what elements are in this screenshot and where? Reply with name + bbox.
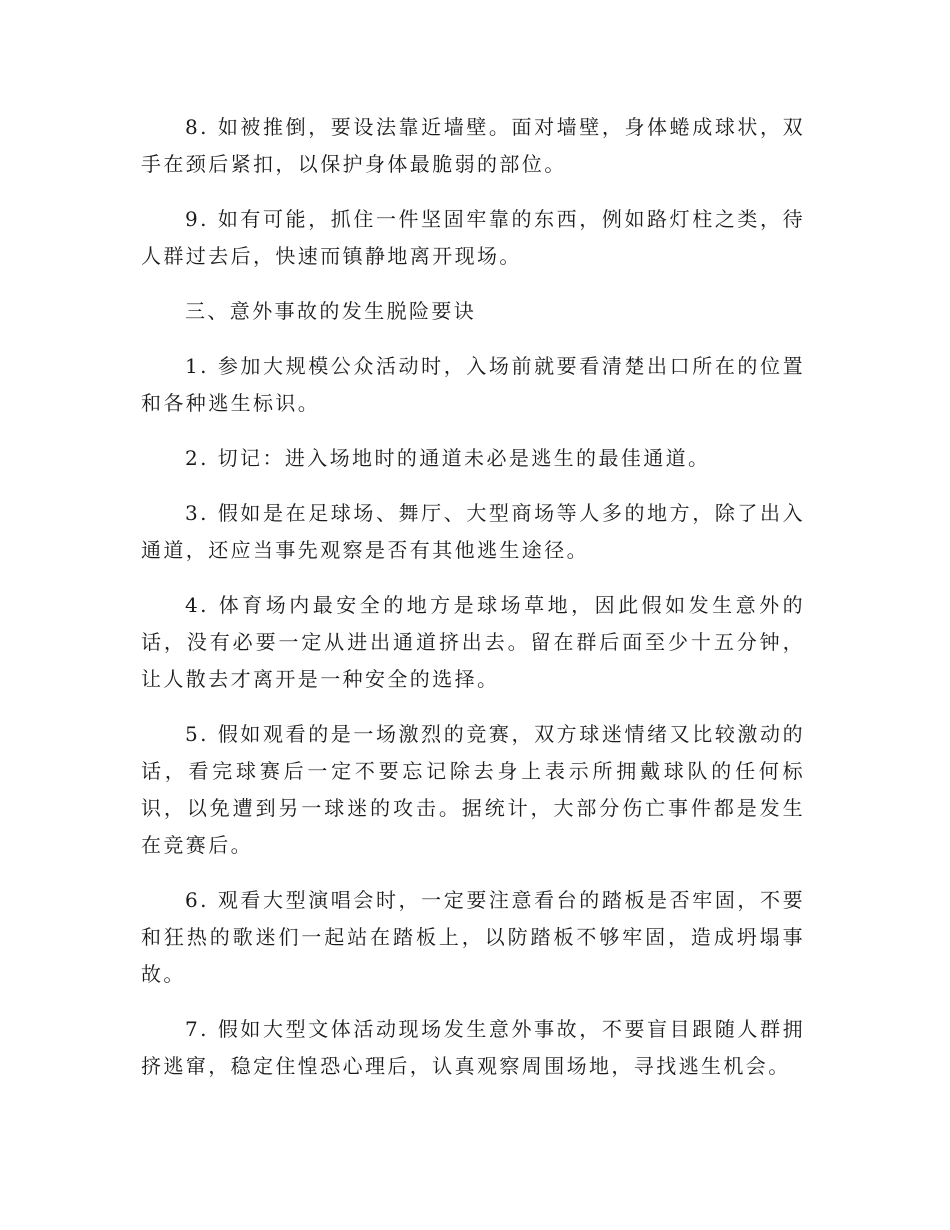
paragraph-item-9: 9. 如有可能，抓住一件坚固牢靠的东西，例如路灯柱之类，待人群过去后，快速而镇静地离开现场。 [141,207,805,268]
paragraph-item-1: 1. 参加大规模公众活动时，入场前就要看清楚出口所在的位置和各种逃生标识。 [141,354,805,415]
paragraph-item-6: 6. 观看大型演唱会时，一定要注意看台的踏板是否牢固，不要和狂热的歌迷们一起站在踏板上，以防踏板不够牢固，造成坍塌事故。 [141,888,805,986]
paragraph-item-7: 7. 假如大型文体活动现场发生意外事故，不要盲目跟随人群拥挤逃窜，稳定住惶恐心理后，认真观察周围场地，寻找逃生机会。 [141,1017,805,1078]
section-heading: 三、意外事故的发生脱险要诀 [185,299,477,323]
paragraph-item-3: 3. 假如是在足球场、舞厅、大型商场等人多的地方，除了出入通道，还应当事先观察是否有其他逃生途径。 [141,501,805,562]
paragraph-item-5: 5. 假如观看的是一场激烈的竞赛，双方球迷情绪又比较激动的话，看完球赛后一定不要忘记除去身上表示所拥戴球队的任何标识，以免遭到另一球迷的攻击。据统计，大部分伤亡事件都是发生在竞赛后。 [141,722,805,857]
document-body [141,109,805,1103]
paragraph-item-2: 2. 切记：进入场地时的通道未必是逃生的最佳通道。 [185,446,711,470]
paragraph-item-4: 4. 体育场内最安全的地方是球场草地，因此假如发生意外的话，没有必要一定从进出通道挤出去。留在群后面至少十五分钟，让人散去才离开是一种安全的选择。 [141,593,805,691]
paragraph-item-8: 8. 如被推倒，要设法靠近墙壁。面对墙壁，身体蜷成球状，双手在颈后紧扣，以保护身体最脆弱的部位。 [141,115,805,176]
